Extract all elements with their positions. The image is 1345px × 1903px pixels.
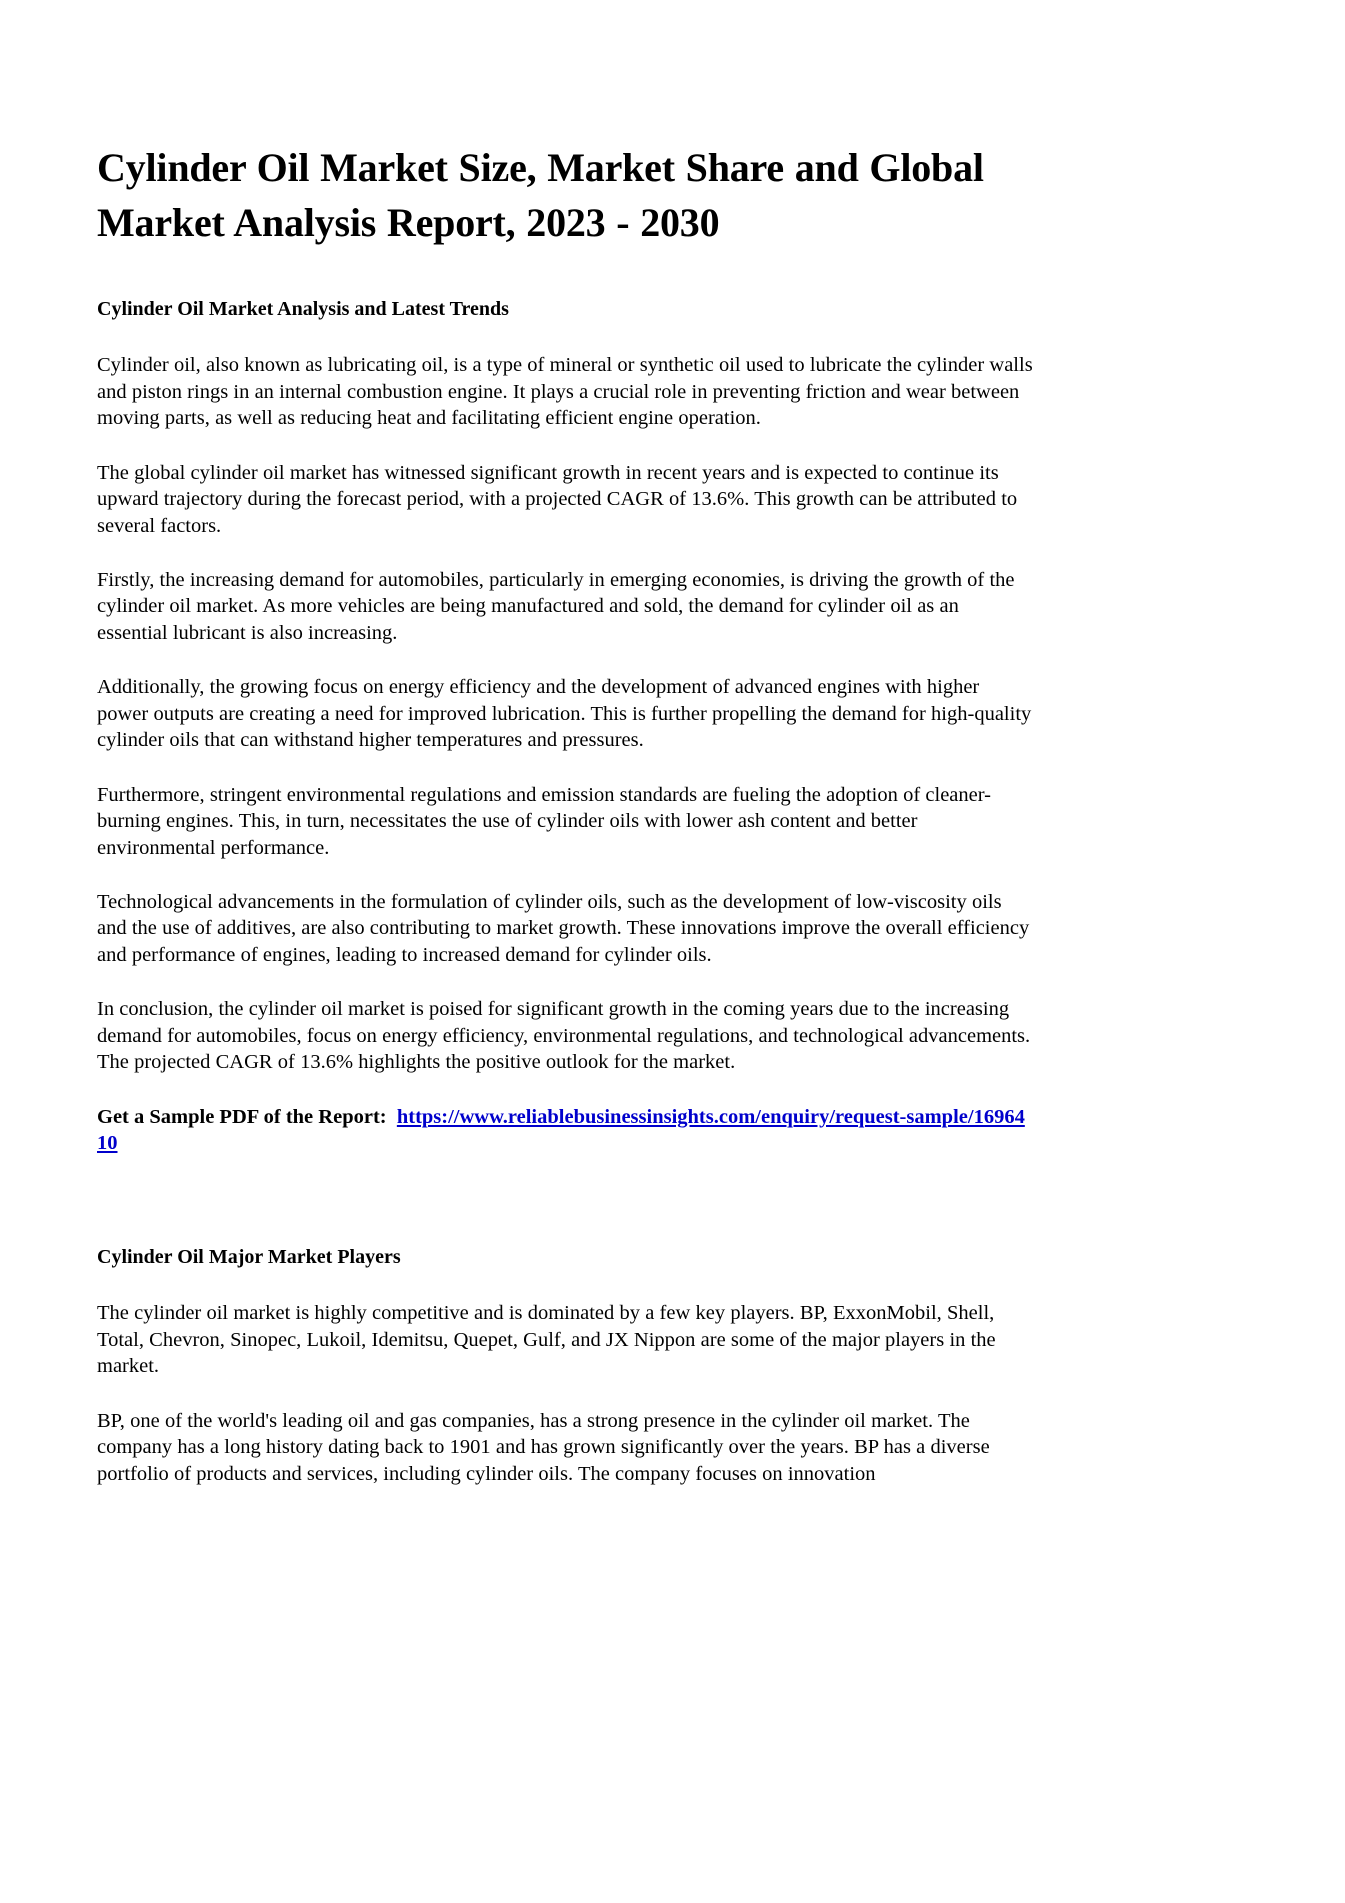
sample-pdf-label: Get a Sample PDF of the Report: — [97, 1105, 387, 1128]
page-title: Cylinder Oil Market Size, Market Share and Global Market Analysis Report, 2023 - 2030 — [97, 145, 984, 246]
section-spacer — [97, 1184, 1033, 1244]
paragraph-environmental-regulations: Furthermore, stringent environmental regulations and emission standards are fueling the adoption of cleaner-burning engines. This, in turn, necessitates the use of cylinder oils with lower ash content and better environmental performance. — [97, 783, 991, 859]
paragraph-bp-profile: BP, one of the world's leading oil and gas companies, has a strong presence in the cylinder oil market. The company has a long history dating back to 1901 and has grown significantly over the years. BP has a diverse portfolio of products and services, including cylinder oils. The company focuses on innovation — [97, 1409, 990, 1485]
paragraph-automobile-demand: Firstly, the increasing demand for automobiles, particularly in emerging economies, is driving the growth of the cylinder oil market. As more vehicles are being manufactured and sold, the demand for cylinder oil as an essential lubricant is also increasing. — [97, 569, 1015, 644]
section-heading-analysis-trends: Cylinder Oil Market Analysis and Latest Trends — [97, 298, 509, 321]
paragraph-key-players: The cylinder oil market is highly competitive and is dominated by a few key players. BP, ExxonMobil, Shell, Total, Chevron, Sinopec, Lukoil, Idemitsu, Quepet, Gulf, and JX Nippon are some of the major players in the market. — [97, 1302, 996, 1378]
sample-pdf-cta — [97, 1104, 1033, 1157]
sample-pdf-link[interactable]: https://www.reliablebusinessinsights.com/enquiry/request-sample/1696410 — [97, 1105, 1025, 1154]
paragraph-market-growth: The global cylinder oil market has witnessed significant growth in recent years and is expected to continue its upward trajectory during the forecast period, with a projected CAGR of 13.6%. This growth can be attributed to several factors. — [97, 461, 1018, 537]
paragraph-energy-efficiency: Additionally, the growing focus on energy efficiency and the development of advanced engines with higher power outputs are creating a need for improved lubrication. This is further propelling the demand for high-quality cylinder oils that can withstand higher temperatures and pressures. — [97, 676, 1032, 752]
paragraph-technological-advancements: Technological advancements in the formulation of cylinder oils, such as the development of low-viscosity oils and the use of additives, are also contributing to market growth. These innovations improve the overall efficiency and performance of engines, leading to increased demand for cylinder oils. — [97, 890, 1030, 966]
section-heading-major-players: Cylinder Oil Major Market Players — [97, 1246, 401, 1269]
paragraph-definition: Cylinder oil, also known as lubricating oil, is a type of mineral or synthetic oil used to lubricate the cylinder walls and piston rings in an internal combustion engine. It plays a crucial role in preventing friction and wear between moving parts, as well as reducing heat and facilitating efficient engine operation. — [97, 354, 1033, 430]
paragraph-conclusion: In conclusion, the cylinder oil market is poised for significant growth in the coming years due to the increasing demand for automobiles, focus on energy efficiency, environmental regulations, and technological advancements. The projected CAGR of 13.6% highlights the positive outlook for the market. — [97, 998, 1031, 1074]
